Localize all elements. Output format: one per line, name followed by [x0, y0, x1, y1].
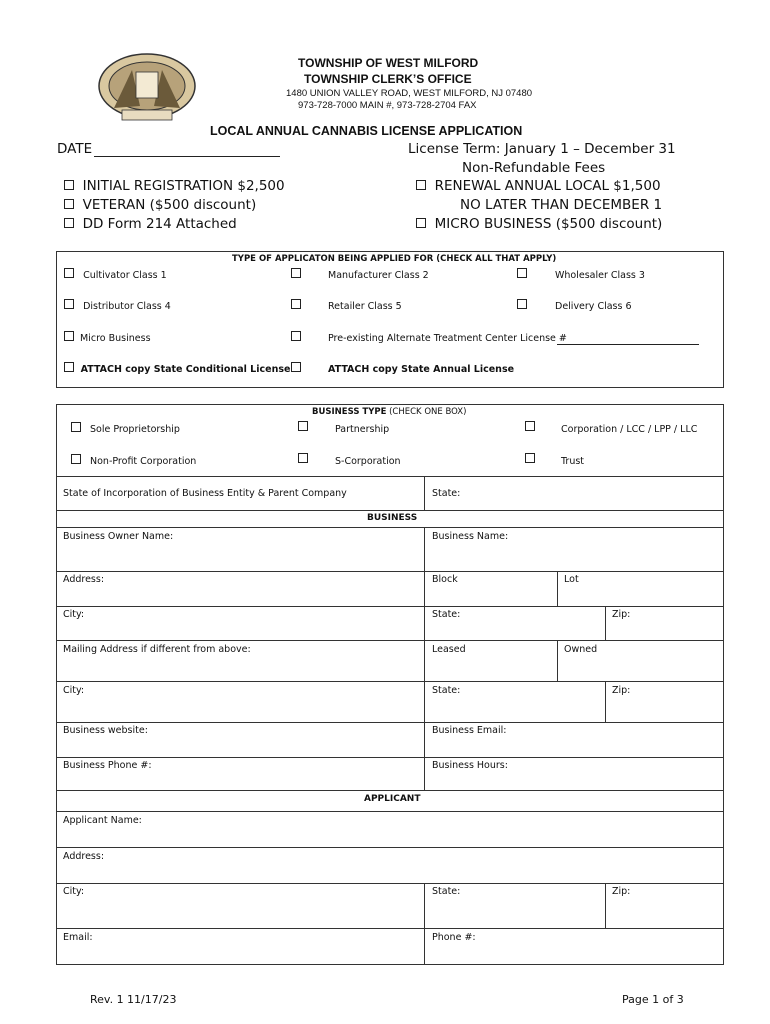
applicant-email-label: Email: [63, 932, 93, 943]
type-trust: Trust [561, 456, 585, 467]
leased-label: Leased [432, 644, 466, 655]
applicant-state-label: State: [432, 886, 461, 897]
applicant-heading: APPLICANT [364, 794, 421, 804]
checkbox-scorp[interactable] [298, 453, 308, 463]
business-type-heading: BUSINESS TYPE (CHECK ONE BOX) [312, 407, 467, 417]
checkbox[interactable] [64, 180, 74, 190]
checkbox-manufacturer[interactable] [291, 268, 301, 278]
state-label: State: [432, 488, 461, 499]
checkbox-nonprofit[interactable] [71, 454, 81, 464]
renewal-deadline: NO LATER THAN DECEMBER 1 [460, 197, 663, 213]
mailing-zip-label: Zip: [612, 685, 631, 696]
business-name-label: Business Name: [432, 531, 509, 542]
checkbox[interactable] [64, 199, 74, 209]
option-renewal[interactable]: RENEWAL ANNUAL LOCAL $1,500 [416, 178, 661, 194]
option-dd214[interactable]: DD Form 214 Attached [64, 216, 237, 232]
applicant-zip-label: Zip: [612, 886, 631, 897]
license-term: License Term: January 1 – December 31 [408, 141, 676, 157]
revision: Rev. 1 11/17/23 [90, 993, 177, 1006]
business-zip-label: Zip: [612, 609, 631, 620]
type-manufacturer: Manufacturer Class 2 [328, 270, 429, 281]
type-partnership: Partnership [335, 424, 390, 435]
checkbox-retailer[interactable] [291, 299, 301, 309]
business-heading: BUSINESS [367, 513, 418, 523]
checkbox-wholesaler[interactable] [517, 268, 527, 278]
mailing-address-label: Mailing Address if different from above: [63, 644, 251, 655]
business-website-label: Business website: [63, 725, 148, 736]
type-distributor[interactable]: Distributor Class 4 [64, 299, 171, 312]
type-cultivator[interactable]: Cultivator Class 1 [64, 268, 167, 281]
checkbox-attach-annual[interactable] [291, 362, 301, 372]
checkbox-delivery[interactable] [517, 299, 527, 309]
type-retailer: Retailer Class 5 [328, 301, 402, 312]
type-scorp: S-Corporation [335, 456, 401, 467]
applicant-address-label: Address: [63, 851, 105, 862]
checkbox[interactable] [64, 362, 74, 372]
attach-conditional[interactable]: ATTACH copy State Conditional License [64, 362, 290, 375]
option-veteran[interactable]: VETERAN ($500 discount) [64, 197, 256, 213]
attach-annual: ATTACH copy State Annual License [328, 364, 515, 375]
page-number: Page 1 of 3 [622, 993, 684, 1006]
block-label: Block [432, 574, 458, 585]
office-address: 1480 UNION VALLEY ROAD, WEST MILFORD, NJ 07480 [286, 88, 533, 99]
checkbox-sole[interactable] [71, 422, 81, 432]
option-initial[interactable]: INITIAL REGISTRATION $2,500 [64, 178, 285, 194]
state-incorp-label: State of Incorporation of Business Entity & Parent Company [63, 488, 347, 499]
checkbox[interactable] [64, 299, 74, 309]
option-micro-business[interactable]: MICRO BUSINESS ($500 discount) [416, 216, 662, 232]
date-label: DATE [57, 141, 93, 157]
checkbox[interactable] [416, 218, 426, 228]
business-address-label: Address: [63, 574, 105, 585]
fees-note: Non-Refundable Fees [462, 160, 606, 176]
office-phone: 973-728-7000 MAIN #, 973-728-2704 FAX [298, 100, 477, 111]
type-delivery: Delivery Class 6 [555, 301, 632, 312]
mailing-state-label: State: [432, 685, 461, 696]
type-nonprofit: Non-Profit Corporation [90, 456, 197, 467]
mailing-city-label: City: [63, 685, 85, 696]
type-wholesaler: Wholesaler Class 3 [555, 270, 645, 281]
preexisting-license-field[interactable] [557, 344, 699, 345]
type-micro[interactable]: Micro Business [64, 331, 151, 344]
business-phone-label: Business Phone #: [63, 760, 152, 771]
checkbox-trust[interactable] [525, 453, 535, 463]
business-city-label: City: [63, 609, 85, 620]
type-preexisting: Pre-existing Alternate Treatment Center License # [328, 333, 567, 344]
business-owner-label: Business Owner Name: [63, 531, 174, 542]
checkbox-corporation[interactable] [525, 421, 535, 431]
type-sole-proprietorship: Sole Proprietorship [90, 424, 180, 435]
township-seal [92, 50, 202, 124]
org-name: TOWNSHIP OF WEST MILFORD [298, 56, 479, 70]
checkbox[interactable] [64, 218, 74, 228]
lot-label: Lot [564, 574, 579, 585]
checkbox-partnership[interactable] [298, 421, 308, 431]
checkbox[interactable] [64, 268, 74, 278]
applicant-city-label: City: [63, 886, 85, 897]
type-corporation: Corporation / LCC / LPP / LLC [561, 424, 698, 435]
owned-label: Owned [564, 644, 598, 655]
page-title: LOCAL ANNUAL CANNABIS LICENSE APPLICATION [210, 124, 523, 138]
office-name: TOWNSHIP CLERK’S OFFICE [304, 72, 472, 86]
application-type-heading: TYPE OF APPLICATON BEING APPLIED FOR (CHECK ALL THAT APPLY) [232, 254, 557, 264]
business-hours-label: Business Hours: [432, 760, 508, 771]
business-email-label: Business Email: [432, 725, 507, 736]
applicant-phone-label: Phone #: [432, 932, 476, 943]
applicant-name-label: Applicant Name: [63, 815, 142, 826]
business-state-label: State: [432, 609, 461, 620]
checkbox[interactable] [64, 331, 74, 341]
checkbox[interactable] [416, 180, 426, 190]
checkbox-preexisting[interactable] [291, 331, 301, 341]
date-field[interactable] [94, 155, 280, 157]
